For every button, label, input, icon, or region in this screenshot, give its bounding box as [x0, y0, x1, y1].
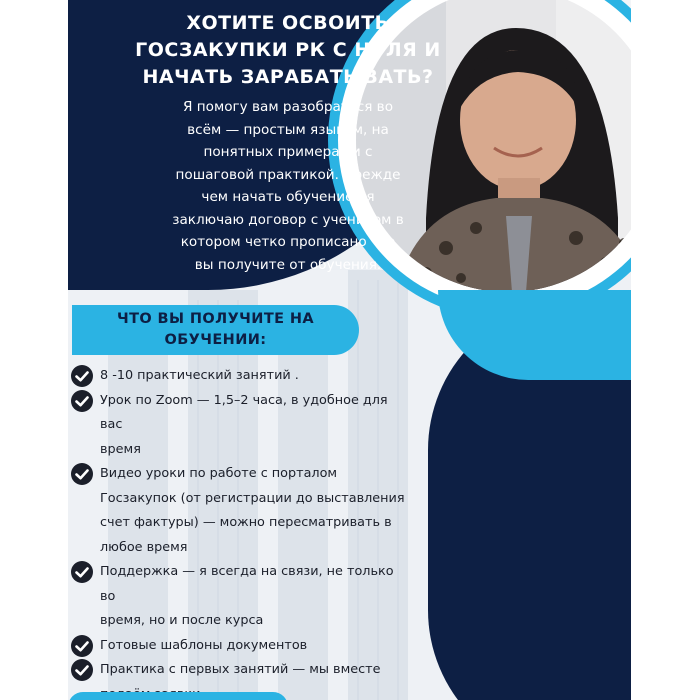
list-item [68, 634, 408, 659]
list-item-line: Госзакупок (от регистрации до выставления [100, 490, 405, 506]
check-circle-icon [71, 390, 93, 412]
intro-line: Я помогу вам разобраться во [182, 99, 394, 115]
intro-line: понятных примерах и с [203, 144, 373, 160]
intro-text [78, 96, 498, 276]
list-item [68, 560, 408, 634]
intro-line: пошаговой практикой. Прежде [175, 166, 401, 183]
list-item-line: любое время [100, 539, 188, 555]
check-circle-icon [71, 659, 93, 681]
headline-line: ГОСЗАКУПКИ РК С НУЛЯ И [135, 39, 441, 61]
headline-line: ХОТИТЕ ОСВОИТЬ [186, 12, 390, 34]
list-item [68, 389, 408, 463]
list-item-line: Готовые шаблоны документов [100, 637, 308, 653]
intro-line: котором четко прописано что [180, 234, 396, 250]
list-item-line: 8 -10 практический занятий . [100, 368, 299, 383]
list-item-line: время [100, 441, 141, 457]
benefits-list [68, 364, 408, 700]
list-item-line: Урок по Zoom — 1,5–2 часа, в удобное для вас [100, 392, 388, 432]
section-title-line: ЧТО ВЫ ПОЛУЧИТЕ НА [116, 311, 315, 327]
intro-line: заключаю договор с учеником в [172, 211, 404, 228]
check-circle-icon [71, 365, 93, 387]
section-title-pill [72, 305, 359, 355]
list-item [68, 462, 408, 560]
intro-line: чем начать обучение , я [201, 189, 375, 205]
list-item-line: Видео уроки по работе с порталом [100, 466, 338, 481]
list-item-line: Поддержка — я всегда на связи, не только во [100, 564, 394, 604]
poster [68, 0, 631, 700]
list-item-line: Практика с первых занятий — мы вместе [100, 662, 381, 677]
intro-line: вы получите от обучения. [194, 256, 382, 273]
intro-line: всём — простым языком, на [187, 121, 389, 138]
check-circle-icon [71, 561, 93, 583]
headline-line: НАЧАТЬ ЗАРАБАТЫВАТЬ? [142, 66, 434, 88]
list-item [68, 364, 408, 389]
section-title-line: ОБУЧЕНИИ: [164, 332, 267, 348]
list-item-line: время, но и после курса [100, 613, 264, 628]
headline [68, 10, 508, 91]
check-circle-icon [71, 463, 93, 485]
check-circle-icon [71, 635, 93, 657]
bottom-cyan-accent [68, 692, 288, 700]
list-item-line: счет фактуры) — можно пересматривать в [100, 515, 392, 530]
